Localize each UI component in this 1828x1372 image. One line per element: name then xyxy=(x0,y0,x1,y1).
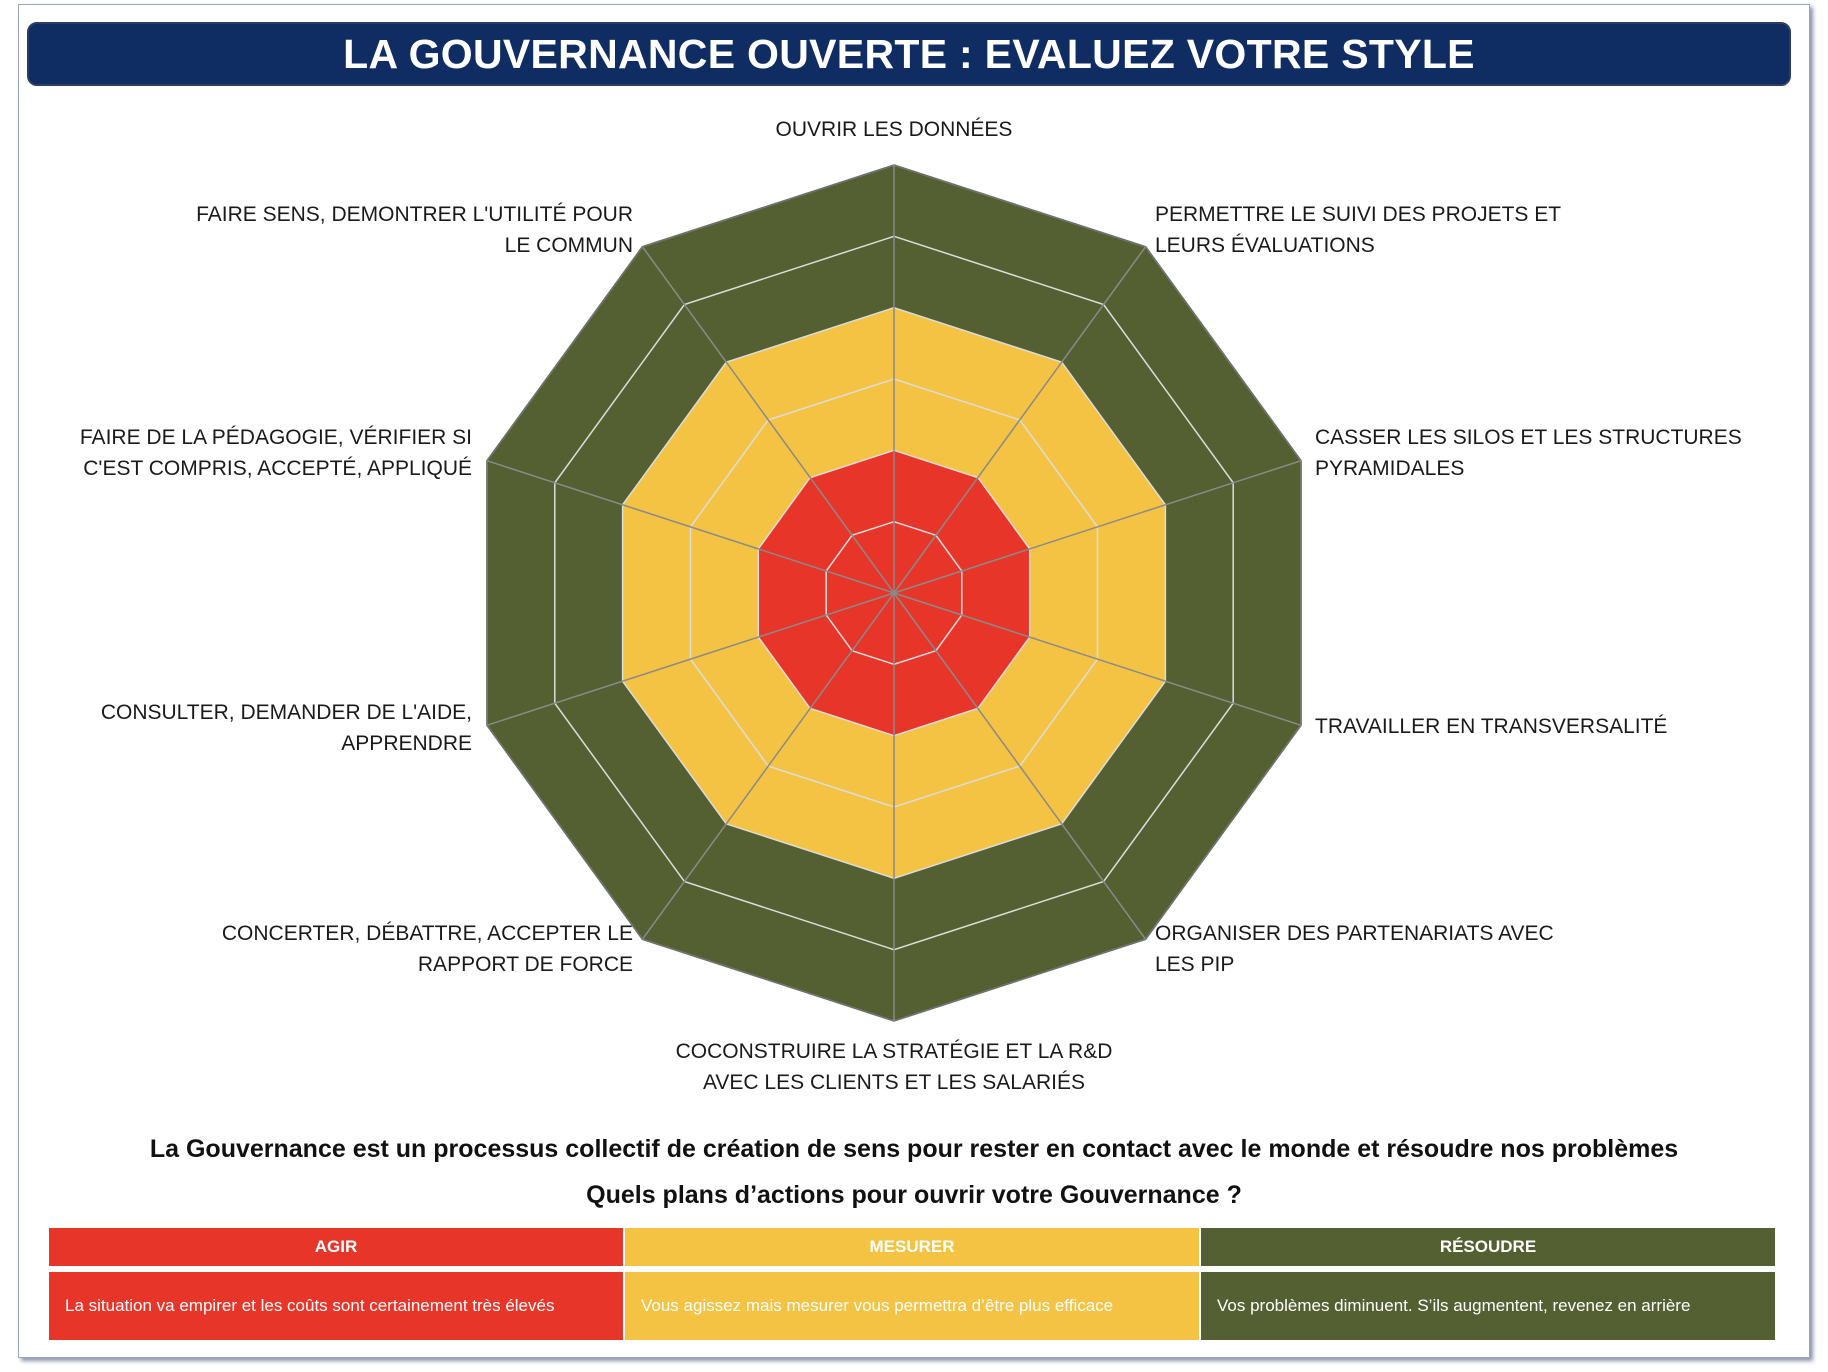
radar-axis-label-line: RAPPORT DE FORCE xyxy=(417,953,633,976)
radar-axis-label-1 xyxy=(1155,199,1561,261)
legend-mesurer-header: MESURER xyxy=(624,1227,1200,1267)
legend-resoudre-header: RÉSOUDRE xyxy=(1200,1227,1776,1267)
radar-axis-label-3 xyxy=(1315,711,1667,742)
radar-axis-label-2 xyxy=(1315,422,1742,484)
governance-statement: La Gouvernance est un processus collectif de création de sens pour rester en contact avec le monde et résoudre nos problèmes xyxy=(149,1135,1679,1163)
legend-header-row xyxy=(48,1227,1776,1267)
radar-axis-label-9 xyxy=(196,199,633,261)
radar-axis-label-line: PYRAMIDALES xyxy=(1315,457,1465,480)
radar-axis-label-5 xyxy=(494,1036,1294,1098)
radar-axis-label-line: FAIRE SENS, DEMONTRER L'UTILITÉ POUR xyxy=(196,203,633,226)
radar-axis-label-6 xyxy=(222,918,633,980)
radar-axis-label-line: LE COMMUN xyxy=(504,234,633,257)
legend-agir-header: AGIR xyxy=(48,1227,624,1267)
radar-axis-label-line: FAIRE DE LA PÉDAGOGIE, VÉRIFIER SI xyxy=(79,426,472,449)
legend-description-row xyxy=(48,1267,1776,1341)
legend-mesurer-description: Vous agissez mais mesurer vous permettra d’être plus efficace xyxy=(624,1271,1200,1341)
radar-axis-label-8 xyxy=(80,422,472,484)
action-plan-question: Quels plans d’actions pour ouvrir votre Gouvernance ? xyxy=(586,1181,1242,1209)
legend-resoudre-description: Vos problèmes diminuent. S’ils augmentent, revenez en arrière xyxy=(1200,1271,1776,1341)
page-title: LA GOUVERNANCE OUVERTE : EVALUEZ VOTRE STYLE xyxy=(343,30,1475,77)
radar-axis-label-line: TRAVAILLER EN TRANSVERSALITÉ xyxy=(1315,715,1668,738)
radar-axis-label-4 xyxy=(1155,918,1554,980)
legend-agir-description: La situation va empirer et les coûts sont certainement très élevés xyxy=(48,1271,624,1341)
radar-axis-label-line: CONSULTER, DEMANDER DE L'AIDE, xyxy=(100,701,472,724)
radar-axis-label-line: C'EST COMPRIS, ACCEPTÉ, APPLIQUÉ xyxy=(83,457,472,480)
legend-table xyxy=(48,1227,1776,1341)
radar-axis-label-line: CASSER LES SILOS ET LES STRUCTURES xyxy=(1315,426,1742,449)
radar-axis-label-line: LEURS ÉVALUATIONS xyxy=(1155,234,1375,257)
radar-axis-label-line: AVEC LES CLIENTS ET LES SALARIÉS xyxy=(702,1071,1086,1094)
radar-axis-label-line: PERMETTRE LE SUIVI DES PROJETS ET xyxy=(1155,203,1562,226)
radar-axis-label-7 xyxy=(101,697,472,759)
radar-axis-label-line: LES PIP xyxy=(1155,953,1235,976)
radar-axis-label-line: COCONSTRUIRE LA STRATÉGIE ET LA R&D xyxy=(675,1040,1113,1063)
radar-axis-label-line: CONCERTER, DÉBATTRE, ACCEPTER LE xyxy=(221,922,633,945)
radar-axis-label-0 xyxy=(494,114,1294,145)
radar-axis-label-line: ORGANISER DES PARTENARIATS AVEC xyxy=(1155,922,1554,945)
radar-axis-label-line: APPRENDRE xyxy=(341,732,472,755)
radar-axis-label-line: OUVRIR LES DONNÉES xyxy=(775,118,1013,141)
